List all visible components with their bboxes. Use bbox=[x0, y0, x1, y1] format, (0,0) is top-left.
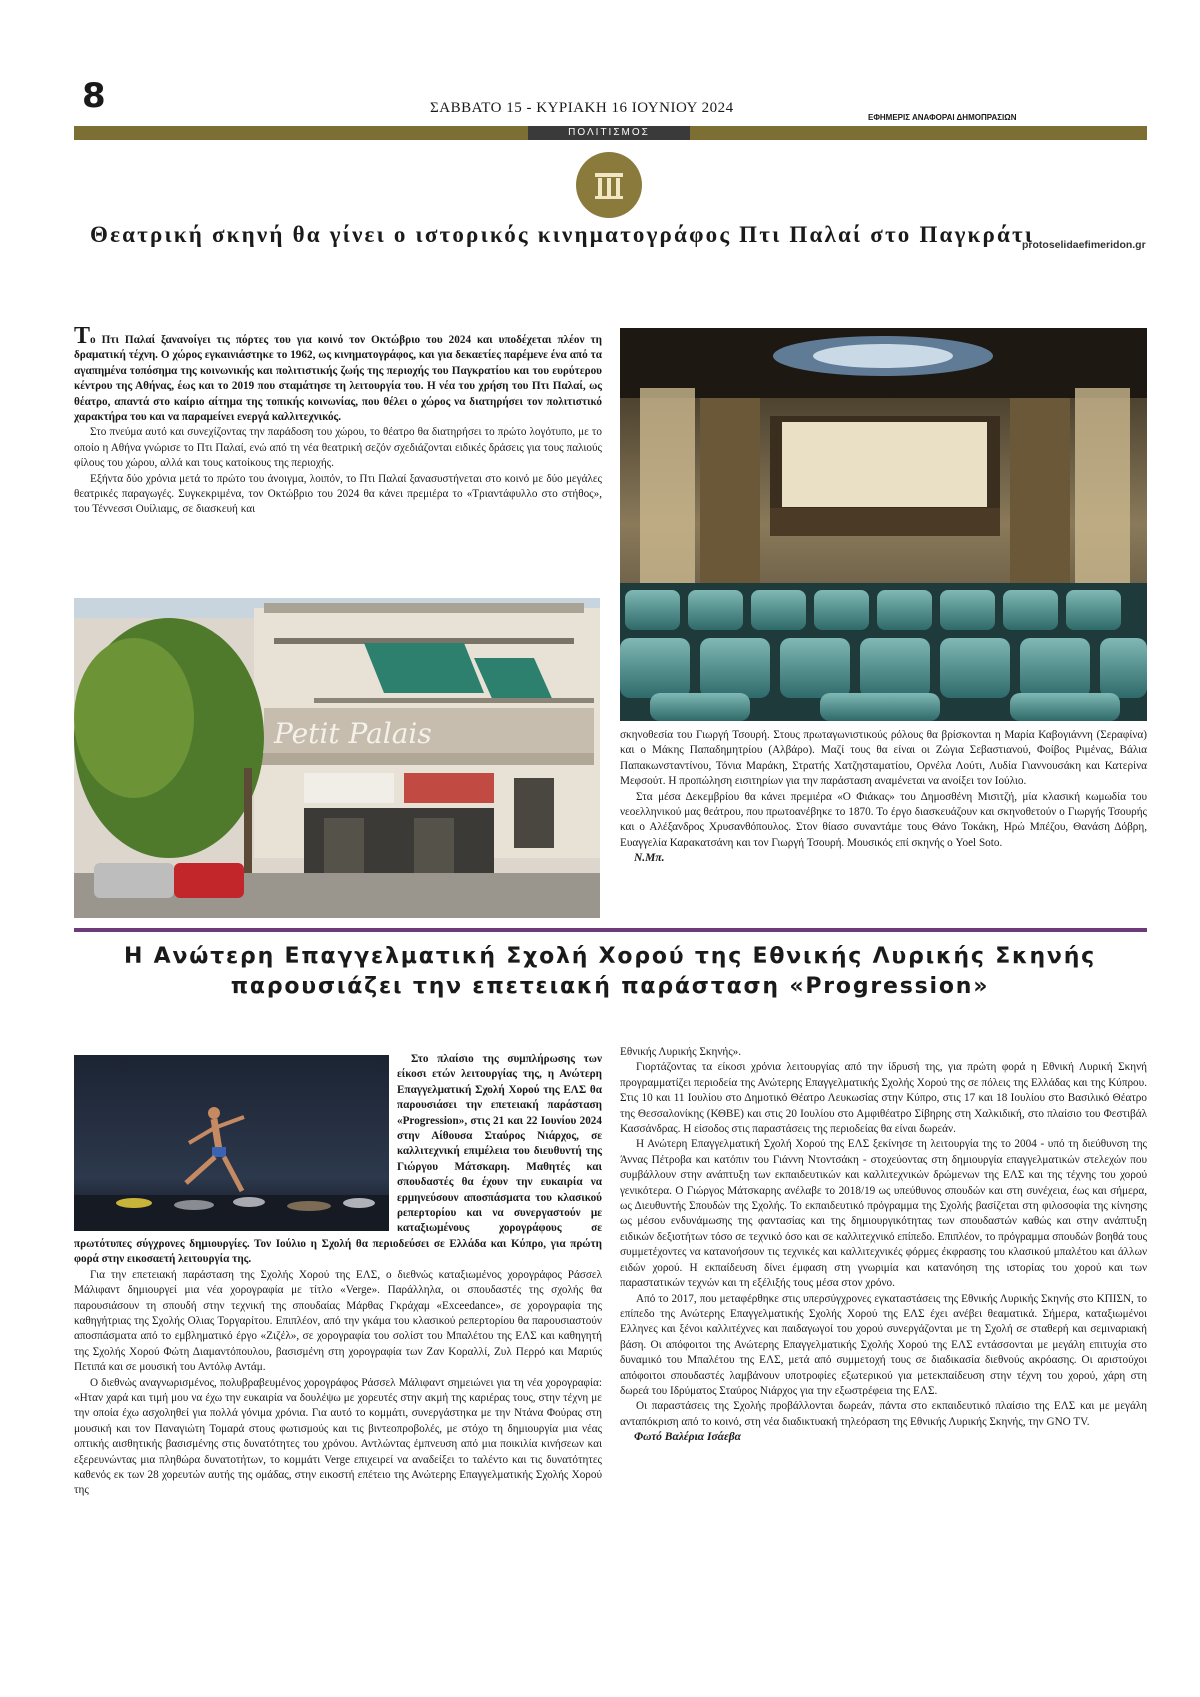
article2-paragraph: Εθνικής Λυρικής Σκηνής». bbox=[620, 1046, 742, 1058]
article2-lead: Στο πλαίσιο της συμπλήρωσης των είκοσι ετών λειτουργίας της, η Ανώτερη Επαγγελματική Σχολή Χορού της ΕΛΣ θα παρουσιάσει την επετειακή παράσταση «Progression», στις 21 και 22 Ιουνίου 2024 στην Αίθουσα Σταύρος Νιάρχος, σε καλλιτεχνική επιμέλεια του διευθυντή της Γιώργου Μάτσκαρη. Μαθητές και σπουδαστές θα έχουν την ευκαιρία να ερμηνεύσουν αποσπάσματα του κλασικού ρεπερτορίου και να συνεργαστούν με καταξιωμένους χορογράφους σε πρωτότυπες σύγχρονες δημιουργίες. Τον Ιούλιο η Σχολή θα περιοδεύσει σε Ελλάδα και Κύπρο, για πρώτη φορά στην εικοσαετή λειτουργία της. bbox=[74, 1053, 602, 1266]
article2-column-right bbox=[620, 1045, 1147, 1446]
article1-paragraph: σκηνοθεσία του Γιωργή Τσουρή. Στους πρωταγωνιστικούς ρόλους θα βρίσκονται η Μαρία Καβογιάννη (Σεραφίνα) και ο Μάκης Παπαδημητρίου (Αλβάρο). Μαζί τους θα είναι οι Ζώγια Σεβαστιανού, Φοίβος Ριμένας, Βάλια Παπακωνσταντίνου, Τόνια Μαράκη, Στρατής Χατζησταματίου, Ορνέλα Λούτι, Λυδία Γιαννουσάκη και Κατερίνα Μεφσούτ. Η προπώληση εισιτηρίων για την παράσταση αναμένεται να ανοίξει τον Ιούλιο. bbox=[620, 729, 1147, 788]
column-emblem-icon bbox=[576, 152, 642, 218]
photo-float-space bbox=[74, 1052, 397, 1236]
cinema-interior-photo bbox=[620, 328, 1147, 721]
article2-paragraph: Για την επετειακή παράσταση της Σχολής Χορού της ΕΛΣ, ο διεθνώς καταξιωμένος χορογράφος Ράσσελ Μάλιφαντ δημιουργεί μια νέα χορογραφία με τίτλο «Verge». Παράλληλα, οι σπουδαστές της σχολής θα παρουσιάσουν τη σπουδή στην τεχνική της σπουδαίας Μάρθας Γκράχαμ «Exceedance», σε χορογραφία της καθηγήτριας της Σχολής Ολιας Τοργαρίτου. Επιπλέον, από την γκάμα του κλασικού ρεπερτορίου θα παρουσιαστούν αποσπάσματα από το εμβληματικό έργο «Ζιζέλ», σε χορογραφία του σολίστ του Μπαλέτου της ΕΛΣ και καθηγητή της Σχολής Χορού Φώτη Διαμαντόπουλου, βασισμένη στη χορογραφία των Ζαν Κοραλλί, Ζυλ Περρό και Μαριύς Πετιπά και σε μουσική του Αντόλφ Αντάμ. bbox=[74, 1268, 602, 1374]
article2-column-left bbox=[74, 1052, 602, 1499]
petit-palais-facade-photo bbox=[74, 598, 600, 918]
article-divider bbox=[74, 928, 1147, 932]
article1-lead: Το Πτι Παλαί ξανανοίγει τις πόρτες του για κοινό τον Οκτώβριο του 2024 και υποδέχεται πλέον τη δραματική τέχνη. Ο χώρος εγκαινιάστηκε το 1962, ως κινηματογράφος, και για δεκαετίες παρέμενε ένα από τα αγαπημένα τοπόσημα της κοινωνικής και πολιτιστικής ζωής της περιοχής του Παγκρατίου και του ευρύτερου κέντρου της Αθήνας, έως και το 2019 που σταμάτησε τη λειτουργία του. Η νέα του χρήση του Πτι Παλαί, ως θέατρο, απαντά στο καίριο αίτημα της τοπικής κοινωνίας, που θέλει ο χώρος να διατηρήσει τον πολιτιστικό χαρακτήρα του και να παραμείνει ενεργά καλλιτεχνικός. bbox=[74, 323, 602, 424]
article2-headline: Η Ανώτερη Επαγγελματική Σχολή Χορού της Εθνικής Λυρικής Σκηνής παρουσιάζει την επετειακή παράσταση «Progression» bbox=[123, 944, 1097, 999]
masthead: ΕΦΗΜΕΡΙΣ ΑΝΑΦΟΡΑΙ ΔΗΜΟΠΡΑΣΙΩΝ bbox=[868, 113, 1017, 122]
article1-paragraph: Εξήντα δύο χρόνια μετά το πρώτο του άνοιγμα, λοιπόν, το Πτι Παλαί ξανασυστήνεται στο κοινό με δύο μεγάλες θεατρικές παραγωγές. Συγκεκριμένα, τον Οκτώβριο του 2024 θα κάνει πρεμιέρα το «Τριαντάφυλλο στο στήθος», του Τέννεσσι Ουίλιαμς, σε διασκευή και bbox=[74, 472, 602, 516]
article1-signature: Ν.Μπ. bbox=[634, 852, 665, 865]
facade-sign: Petit Palais bbox=[274, 717, 432, 750]
page-number: 8 bbox=[82, 76, 106, 116]
article2-paragraph: Οι παραστάσεις της Σχολής προβάλλονται δωρεάν, πάντα στο εκπαιδευτικό πλαίσιο της ΕΛΣ και με μεγάλη ανταπόκριση από το κοινό, στη νέα διαδικτυακή τηλεόραση της Εθνικής Λυρικής Σκηνής, την GNO TV. bbox=[620, 1400, 1147, 1428]
article1-column-top bbox=[74, 323, 602, 518]
dropcap: Τ bbox=[74, 323, 91, 349]
watermark: protoselidaefimeridon.gr bbox=[1022, 239, 1146, 251]
article2-paragraph: Ο διεθνώς αναγνωρισμένος, πολυβραβευμένος χορογράφος Ράσσελ Μάλιφαντ σημειώνει για τη νέα χορογραφία: «Ηταν χαρά και τιμή μου να έχω την ευκαιρία να δουλέψω με χορευτές στην ακμή της καριέρας τους, στην τέχνη με την οποία έχω ασχοληθεί για πολλά γόνιμα χρόνια. Για αυτό το κομμάτι, συνεργάστηκα με την Ντάνα Φούρας στη μουσική και τον Παναγιώτη Τομαρά στους φωτισμούς και τις βιντεοπροβολές, με στόχο τη δημιουργία μια νέας οπτικής αισθητικής βασισμένης στις δυνατότητες του χρόνου. Αντλώντας έμπνευση από μια ποικιλία κινήσεων και εξερευνώντας μια πληθώρα δυνατοτήτων, το κομμάτι Verge επιχειρεί να αναδείξει το ταλέντο και τις δυνατότητες καθενός εκ των 28 χορευτών αυτής της ομάδας, στην εικοστή επέτειο της Ανώτερης Επαγγελματικής Σχολής Χορού της bbox=[74, 1376, 602, 1497]
article1-paragraph: Στα μέσα Δεκεμβρίου θα κάνει πρεμιέρα «Ο Φιάκας» του Δημοσθένη Μισιτζή, μία κλασική κωμωδία του νεοελληνικού μας θεάτρου, που πρωτοανέβηκε το 1870. Το έργο διασκευάζουν και σκηνοθετούν ο Γιωργής Τσουρής και ο Αλέξανδρος Χρυσανθόπουλος. Στον θίασο συναντάμε τους Θάνο Τοκάκη, Ηρώ Μπέζου, Θανάση Δόβρη, Ευαγγελία Καρακατσάνη και τον Γιωργή Τσουρή. Μουσικός επί σκηνής ο Yoel Soto. bbox=[620, 790, 1147, 849]
photo-credit: Φωτό Βαλέρια Ισάεβα bbox=[634, 1431, 742, 1444]
article2-paragraph: Γιορτάζοντας τα είκοσι χρόνια λειτουργίας από την ίδρυσή της, για πρώτη φορά η Εθνική Λυρική Σκηνή προγραμματίζει περιοδεία της Ανώτερης Επαγγελματικής Σχολής Χορού της σε πόλεις της Ελλάδας και της Κύπρου. Στις 10 και 11 Ιουλίου στο Δημοτικό Θέατρο Λευκωσίας στην Κύπρο, στις 17 και 18 Ιουλίου στο Βασιλικό Θέατρο της Θεσσαλονίκης (ΚΘΒΕ) και στις 20 Ιουλίου στο Αμφιθέατρο Σίβηρης στη Χαλκιδική, στο πλαίσιο του Φεστιβάλ Κασσάνδρας. Η είσοδος στις παραστάσεις της περιοδείας θα είναι δωρεάν. bbox=[620, 1061, 1147, 1136]
section-label: ΠΟΛΙΤΙΣΜΟΣ bbox=[528, 126, 690, 140]
article1-headline: Θεατρική σκηνή θα γίνει ο ιστορικός κινηματογράφος Πτι Παλαί στο Παγκράτι bbox=[90, 222, 1035, 247]
article2-paragraph: Από το 2017, που μεταφέρθηκε στις υπερσύγχρονες εγκαταστάσεις της Εθνικής Λυρικής Σκηνής στο ΚΠΙΣΝ, το επίπεδο της Ανώτερης Επαγγελματικής Σχολής Χορού της ΕΛΣ έχει ανέβει θεαματικά. Σήμερα, καταξιωμένοι Ελληνες και ξένοι καλλιτέχνες και παιδαγωγοί του χορού συνεργάζονται με τη Σχολή σε σταθερή και σεμιναριακή βάση. Οι απόφοιτοι της Ανώτερης Επαγγελματικής Σχολής Χορού της ΕΛΣ εντάσσονται με μεγάλη επιτυχία στο δυναμικό του Μπαλέτου της ΕΛΣ, μετά από συμμετοχή τους σε διαδικασία διεθνούς ακρόασης. Οι αριστούχοι απόφοιτοι σπουδαστές λαμβάνουν υποτροφίες εξωτερικού για μετεκπαίδευση στην τέχνη του χορού, χάρη στη δωρεά του Ιδρύματος Σταύρος Νιάρχος για την εξωστρέφεια της ΕΛΣ. bbox=[620, 1292, 1147, 1397]
article2-paragraph: Η Ανώτερη Επαγγελματική Σχολή Χορού της ΕΛΣ ξεκίνησε τη λειτουργία της το 2004 - υπό τη διεύθυνση της Άννας Πέτροβα και κατόπιν του Γιάννη Ντοντσάκη - στοχεύοντας στη δημιουργία επαγγελματικών στελεχών που συμβάλλουν στην ανάπτυξη των εκπαιδευτικών και καλλιτεχνικών δρώμενων της ΕΛΣ και της τέχνης του χορού γενικότερα. Ο Γιώργος Μάτσκαρης ανέλαβε το 2018/19 ως υπεύθυνος σπουδών και στη συνέχεια, έως και σήμερα, ως Διευθυντής Σπουδών της Σχολής. Το εκπαιδευτικό πρόγραμμα της Σχολής βασίζεται στη φιλοσοφία της κίνησης ως μέσου ενδυνάμωσης της φαντασίας και της δημιουργικότητας των σπουδαστών καθώς και στην ανάπτυξη ειδικών δεξιοτήτων τόσο σε τεχνικό όσο και σε καλλιτεχνικό επίπεδο. Επιπλέον, το πρόγραμμα σπουδών βοηθά τους συμμετέχοντες να κατανοήσουν τις τεχνικές και καλλιτεχνικές φόρμες έκφρασης του κλασικού μπαλέτου και άλλων ειδών χορού. Η εκπαίδευση δίνει έμφαση στη γνωριμία και κατανόηση της ιστορίας του χορού και των παραστατικών τεχνών και τη εξέλιξής τους μέσα στον χρόνο. bbox=[620, 1138, 1147, 1290]
article1-paragraph: Στο πνεύμα αυτό και συνεχίζοντας την παράδοση του χώρου, το θέατρο θα διατηρήσει το πρώτο λογότυπο, με το οποίο η Αθήνα γνώρισε το Πτι Παλαί, ενώ από τη νέα θεατρική σεζόν σχεδιάζονται ειδικές δράσεις για τους παλιούς φίλους του χώρου, αλλά και τους κατοίκους της περιοχής. bbox=[74, 426, 602, 470]
issue-date: ΣΑΒΒΑΤΟ 15 - ΚΥΡΙΑΚΗ 16 ΙΟΥΝΙΟΥ 2024 bbox=[430, 100, 734, 116]
article1-column-continued bbox=[620, 728, 1147, 867]
